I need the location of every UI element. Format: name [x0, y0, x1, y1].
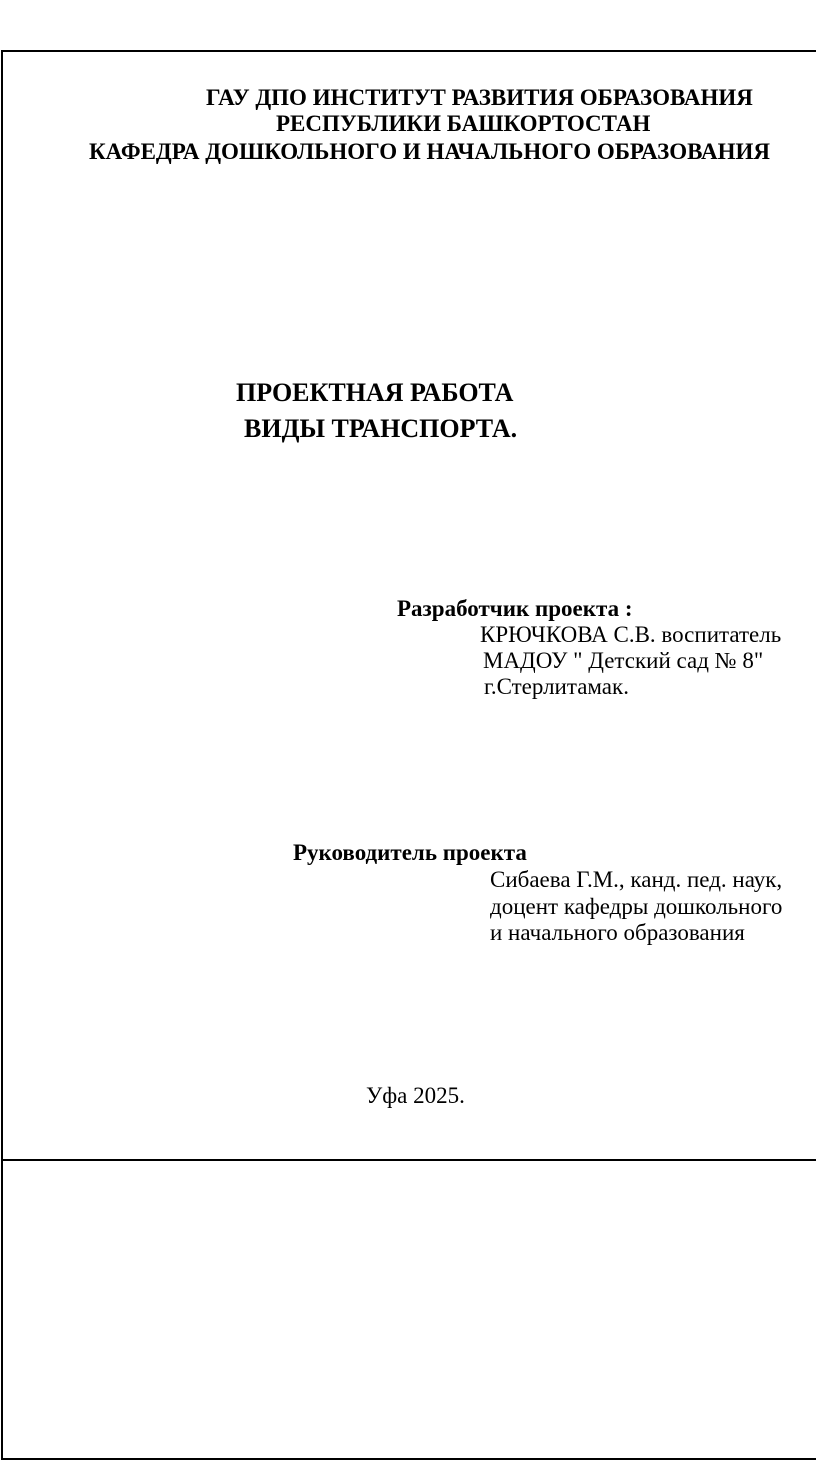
- department-line: КАФЕДРА ДОШКОЛЬНОГО И НАЧАЛЬНОГО ОБРАЗОВАНИЯ: [89, 139, 770, 164]
- developer-label: Разработчик проекта :: [397, 596, 633, 621]
- page-border: [1, 50, 816, 1460]
- institute-line-2: РЕСПУБЛИКИ БАШКОРТОСТАН: [276, 111, 651, 136]
- place-and-year: Уфа 2025.: [366, 1083, 465, 1108]
- developer-city: г.Стерлитамак.: [484, 674, 629, 699]
- institute-line-1: ГАУ ДПО ИНСТИТУТ РАЗВИТИЯ ОБРАЗОВАНИЯ: [206, 85, 753, 110]
- developer-name: КРЮЧКОВА С.В. воспитатель: [480, 622, 782, 647]
- document-type-title: ПРОЕКТНАЯ РАБОТА: [236, 378, 514, 407]
- supervisor-name: Сибаева Г.М., канд. пед. наук,: [490, 867, 783, 892]
- supervisor-label: Руководитель проекта: [293, 840, 527, 865]
- page-border-bottom: [1, 1159, 816, 1161]
- project-title: ВИДЫ ТРАНСПОРТА.: [244, 414, 518, 443]
- supervisor-position: доцент кафедры дошкольного: [490, 894, 783, 919]
- developer-organization: МАДОУ " Детский сад № 8": [483, 648, 764, 673]
- supervisor-position-continued: и начального образования: [490, 920, 745, 945]
